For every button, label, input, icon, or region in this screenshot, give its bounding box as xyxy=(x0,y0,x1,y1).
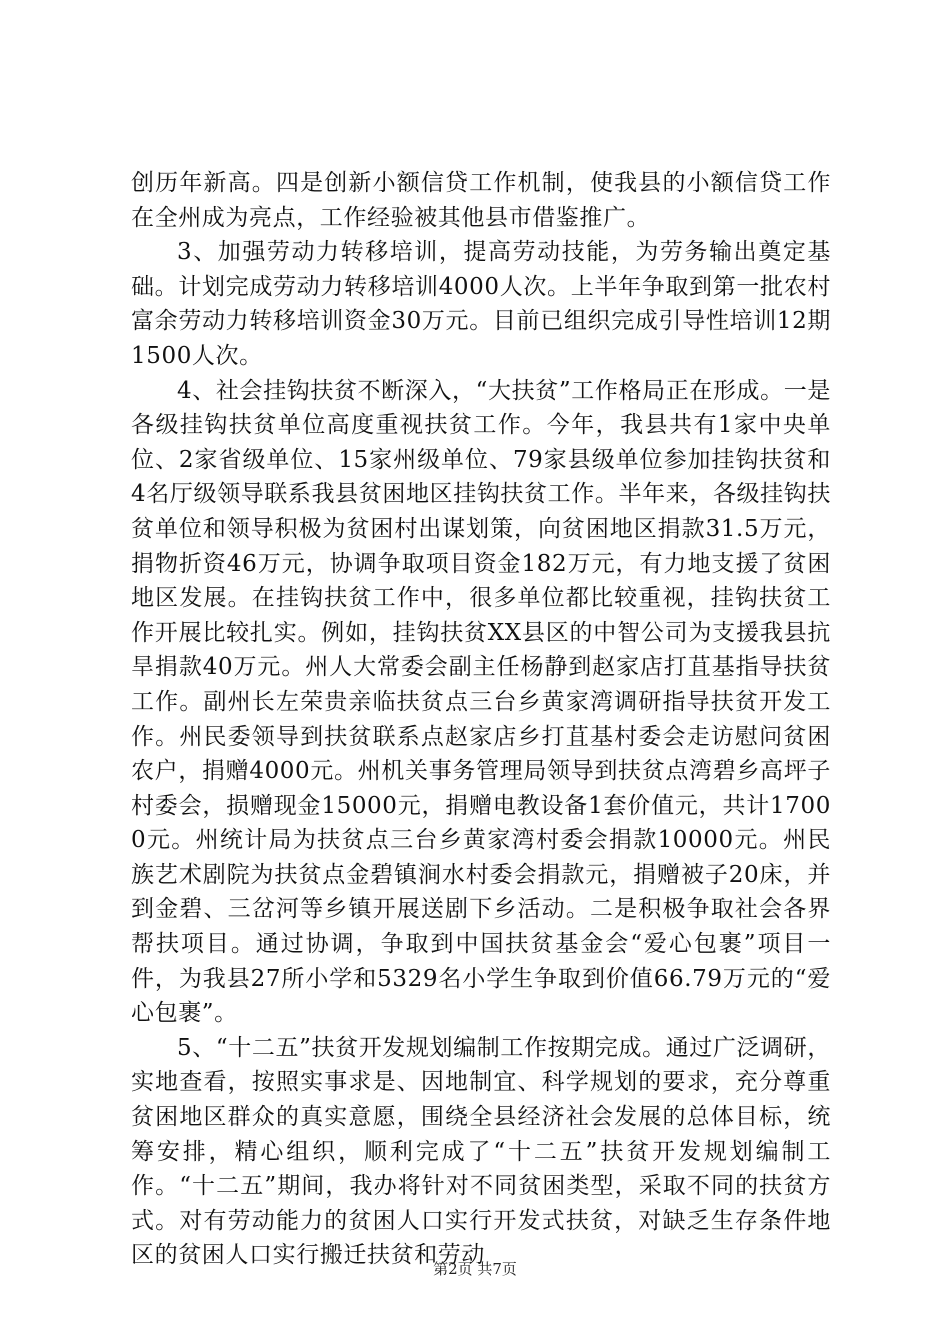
page-footer: 第2页 共7页 xyxy=(433,1260,517,1278)
paragraph: 3、加强劳动力转移培训，提高劳动技能，为劳务输出奠定基础。计划完成劳动力转移培训4000人次。上半年争取到第一批农村富余劳动力转移培训资金30万元。目前已组织完成引导性培训12期1500人次。 xyxy=(131,239,831,369)
paragraph: 5、“十二五”扶贫开发规划编制工作按期完成。通过广泛调研，实地查看，按照实事求是、因地制宜、科学规划的要求，充分尊重贫困地区群众的真实意愿，围绕全县经济社会发展的总体目标，统筹安排，精心组织，顺利完成了“十二五”扶贫开发规划编制工作。“十二五”期间，我办将针对不同贫困类型，采取不同的扶贫方式。对有劳动能力的贫困人口实行开发式扶贫，对缺乏生存条件地区的贫困人口实行搬迁扶贫和劳动 xyxy=(131,1034,831,1269)
document-body xyxy=(131,166,831,1273)
paragraph: 创历年新高。四是创新小额信贷工作机制，使我县的小额信贷工作在全州成为亮点，工作经验被其他县市借鉴推广。 xyxy=(131,170,831,231)
paragraph: 4、社会挂钩扶贫不断深入，“大扶贫”工作格局正在形成。一是各级挂钩扶贫单位高度重视扶贫工作。今年，我县共有1家中央单位、2家省级单位、15家州级单位、79家县级单位参加挂钩扶贫和4名厅级领导联系我县贫困地区挂钩扶贫工作。半年来，各级挂钩扶贫单位和领导积极为贫困村出谋划策，向贫困地区捐款31.5万元，捐物折资46万元，协调争取项目资金182万元，有力地支援了贫困地区发展。在挂钩扶贫工作中，很多单位都比较重视，挂钩扶贫工作开展比较扎实。例如，挂钩扶贫XX县区的中智公司为支援我县抗旱捐款40万元。州人大常委会副主任杨静到赵家店打苴基指导扶贫工作。副州长左荣贵亲临扶贫点三台乡黄家湾调研指导扶贫开发工作。州民委领导到扶贫联系点赵家店乡打苴基村委会走访慰问贫困农户，捐赠4000元。州机关事务管理局领导到扶贫点湾碧乡高坪子村委会，损赠现金15000元，捐赠电教设备1套价值元，共计17000元。州统计局为扶贫点三台乡黄家湾村委会捐款10000元。州民族艺术剧院为扶贫点金碧镇涧水村委会捐款元，捐赠被子20床，并到金碧、三岔河等乡镇开展送剧下乡活动。二是积极争取社会各界帮扶项目。通过协调，争取到中国扶贫基金会“爱心包裹”项目一件，为我县27所小学和5329名小学生争取到价值66.79万元的“爱心包裹”。 xyxy=(131,377,831,1027)
